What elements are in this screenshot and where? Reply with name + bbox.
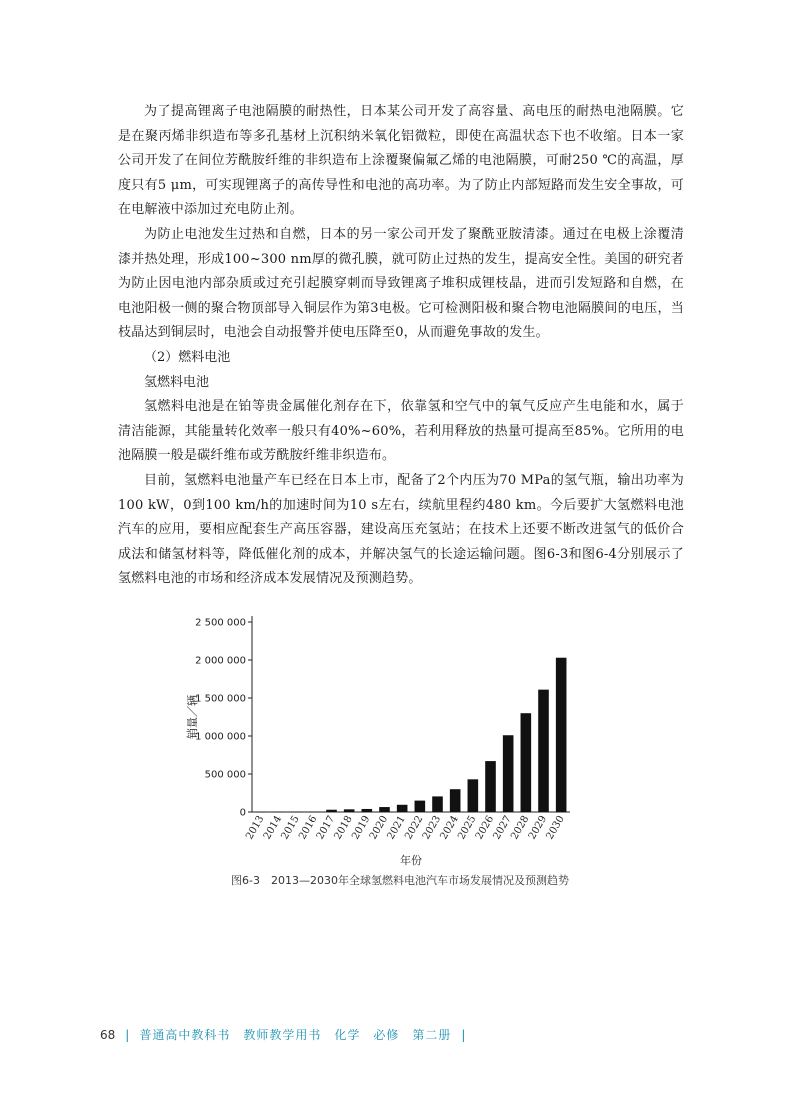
paragraph-overheat-prevention: 为防止电池发生过热和自燃，日本的另一家公司开发了聚酰亚胺清漆。通过在电极上涂覆清漆并热处理，形成100~300 nm厚的微孔膜，就可防止过热的发生，提高安全性。美国的研究者为防止因电池内部杂质或过充引起膜穿刺而导致锂离子堆积成锂枝晶，进而引发短路和自燃，在电池阳极一侧的聚合物顶部导入铜层作为第3电极。它可检测阳极和聚合物电池隔膜间的电压，当枝晶达到铜层时，电池会自动报警并使电压降至0，从而避免事故的发生。 <box>118 226 684 341</box>
section-heading-fuel-cell: （2）燃料电池 <box>144 349 231 365</box>
bar <box>273 812 284 813</box>
bar <box>397 805 408 812</box>
y-axis-label: 销量／辆 <box>186 695 199 739</box>
bar <box>521 713 532 812</box>
x-tick-label: 2023 <box>420 814 444 842</box>
x-tick-label: 2013 <box>244 814 267 842</box>
chart-svg <box>180 602 600 872</box>
bar <box>556 658 567 812</box>
x-tick-label: 2029 <box>526 814 550 842</box>
paragraph-hydrogen-fuel-cell: 氢燃料电池是在铂等贵金属催化剂存在下，依靠氢和空气中的氧气反应产生电能和水，属于清洁能源，其能量转化效率一般只有40%~60%，若利用释放的热量可提高至85%。它所用的电池隔膜一般是碳纤维布或芳酰胺纤维非织造布。 <box>118 399 684 464</box>
x-tick-label: 2020 <box>367 814 391 842</box>
y-tick-label: 2 500 000 <box>195 617 246 629</box>
bar <box>309 812 320 813</box>
footer-separator-end: | <box>461 1027 466 1042</box>
bar <box>379 807 390 812</box>
footer-separator: | <box>125 1027 130 1042</box>
subheading-hydrogen-fuel-cell: 氢燃料电池 <box>144 374 210 390</box>
x-tick-label: 2028 <box>509 814 532 842</box>
bar <box>468 779 479 812</box>
bar-chart <box>180 602 600 892</box>
x-tick-label: 2018 <box>332 814 355 842</box>
x-tick-label: 2022 <box>403 814 426 842</box>
bar <box>344 809 355 812</box>
x-tick-label: 2016 <box>297 814 320 842</box>
bar <box>362 809 373 812</box>
page-footer <box>100 1026 465 1043</box>
x-axis-label: 年份 <box>400 854 422 867</box>
bar <box>415 801 426 812</box>
y-tick-label: 500 000 <box>204 769 246 781</box>
x-tick-label: 2026 <box>473 814 497 842</box>
x-tick-label: 2021 <box>385 814 408 842</box>
body-text <box>118 100 684 592</box>
bar <box>450 789 461 812</box>
x-tick-label: 2015 <box>279 814 302 842</box>
bar <box>291 812 302 813</box>
figure-caption: 图6-3 2013—2030年全球氢燃料电池汽车市场发展情况及预测趋势 <box>231 874 569 887</box>
bar <box>485 761 496 812</box>
x-tick-label: 2017 <box>314 814 338 842</box>
x-tick-label: 2030 <box>544 814 567 842</box>
y-tick-label: 1 500 000 <box>195 693 246 705</box>
bar <box>538 690 549 812</box>
x-tick-label: 2014 <box>261 814 285 842</box>
bar <box>256 812 267 813</box>
x-tick-label: 2025 <box>456 814 479 842</box>
y-tick-label: 0 <box>239 807 246 819</box>
bar <box>326 810 337 812</box>
paragraph-market: 目前，氢燃料电池量产车已经在日本上市，配备了2个内压为70 MPa的氢气瓶，输出功率为100 kW，0到100 km/h的加速时间为10 s左右，续航里程约480 km。今后要扩大氢燃料电池汽车的应用，要相应配套生产高压容器，建设高压充氢站；在技术上还要不断改进氢气的低价合成法和储氢材料等，降低催化剂的成本，并解决氢气的长途运输问题。图6-3和图6-4分别展示了氢燃料电池的市场和经济成本发展情况及预测趋势。 <box>118 472 684 587</box>
bar <box>503 735 514 812</box>
x-tick-label: 2024 <box>438 814 461 842</box>
bar <box>432 796 443 812</box>
paragraph-separator-heat: 为了提高锂离子电池隔膜的耐热性，日本某公司开发了高容量、高电压的耐热电池隔膜。它是在聚丙烯非织造布等多孔基材上沉积纳米氧化铝微粒，即使在高温状态下也不收缩。日本一家公司开发了在间位芳酰胺纤维的非织造布上涂覆聚偏氟乙烯的电池隔膜，可耐250 ℃的高温，厚度只有5 μm，可实现锂离子的高传导性和电池的高功率。为了防止内部短路而发生安全事故，可在电解液中添加过充电防止剂。 <box>118 104 684 218</box>
page-number: 68 <box>100 1027 116 1042</box>
x-tick-label: 2019 <box>350 814 373 842</box>
y-tick-label: 2 000 000 <box>195 655 246 667</box>
y-tick-label: 1 000 000 <box>195 731 246 743</box>
book-series-title: 普通高中教科书 教师教学用书 化学 必修 第二册 <box>139 1028 452 1042</box>
x-tick-label: 2027 <box>491 814 514 842</box>
